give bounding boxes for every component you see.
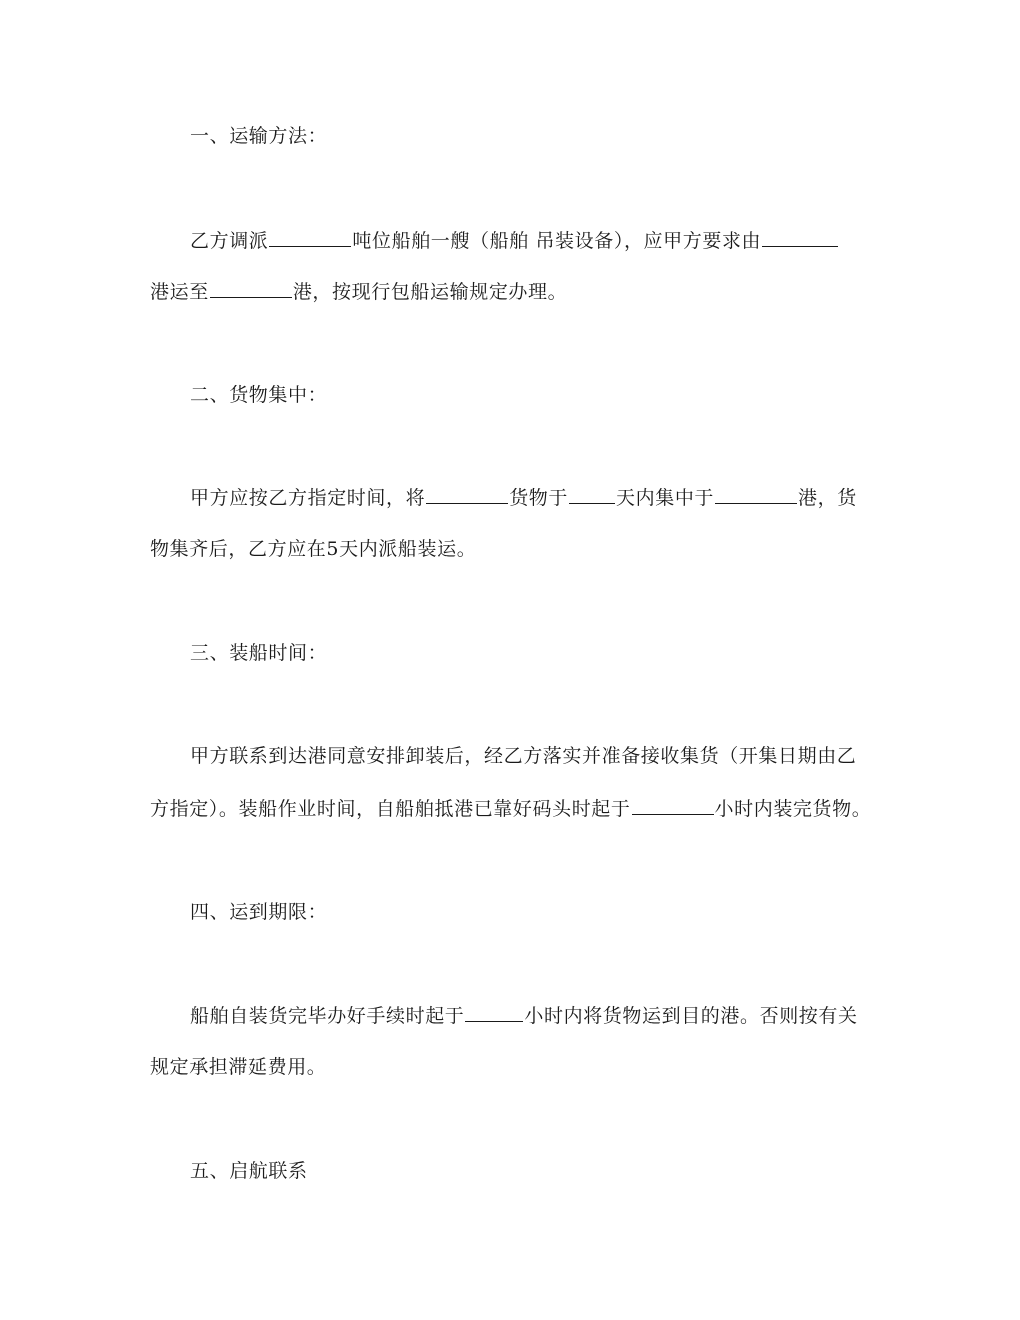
text-segment: 港，按现行包船运输规定办理。 <box>292 281 568 303</box>
section-2-line-2 <box>150 537 476 561</box>
fill-blank-origin-port <box>762 228 838 247</box>
section-heading-4: 四、运到期限： <box>190 901 328 923</box>
section-4-line-2 <box>150 1055 326 1079</box>
section-heading-3: 三、装船时间： <box>190 642 328 664</box>
text-segment: 方指定）。装船作业时间，自船舶抵港已靠好码头时起于 <box>150 798 631 820</box>
text-segment: 港运至 <box>150 281 209 303</box>
fill-blank-destination-port <box>210 279 292 298</box>
text-segment: 物集齐后，乙方应在5天内派船装运。 <box>150 538 477 560</box>
section-2-line-1 <box>190 485 857 510</box>
fill-blank-days <box>569 485 615 504</box>
section-3-line-1 <box>190 744 856 768</box>
text-segment: 船舶自装货完毕办好手续时起于 <box>190 1005 465 1027</box>
text-segment: 港，货 <box>798 487 857 509</box>
fill-blank-loading-hours <box>632 796 714 815</box>
text-segment: 规定承担滞延费用。 <box>150 1056 327 1078</box>
section-1-line-1 <box>190 228 839 253</box>
text-segment: 甲方应按乙方指定时间，将 <box>190 487 426 509</box>
text-segment: 天内集中于 <box>616 487 715 509</box>
fill-blank-transit-hours <box>465 1003 523 1022</box>
text-segment: 吨位船舶一艘（船舶 吊装设备），应甲方要求由 <box>352 230 762 252</box>
text-segment: 货物于 <box>509 487 569 509</box>
section-heading-1: 一、运输方法： <box>190 125 328 147</box>
text-segment: 甲方联系到达港同意安排卸装后，经乙方落实并准备接收集货（开集日期由乙 <box>190 745 857 767</box>
section-3-line-2 <box>150 796 871 821</box>
text-segment: 小时内装完货物。 <box>714 798 872 820</box>
text-segment: 小时内将货物运到目的港。否则按有关 <box>524 1005 858 1027</box>
fill-blank-cargo <box>426 485 508 504</box>
section-1-line-2 <box>150 279 567 304</box>
fill-blank-tonnage <box>269 228 351 247</box>
section-4-line-1 <box>190 1003 858 1028</box>
section-heading-2: 二、货物集中： <box>190 384 328 406</box>
text-segment: 乙方调派 <box>190 230 269 252</box>
fill-blank-collect-port <box>715 485 797 504</box>
section-heading-5: 五、启航联系 <box>190 1160 308 1182</box>
